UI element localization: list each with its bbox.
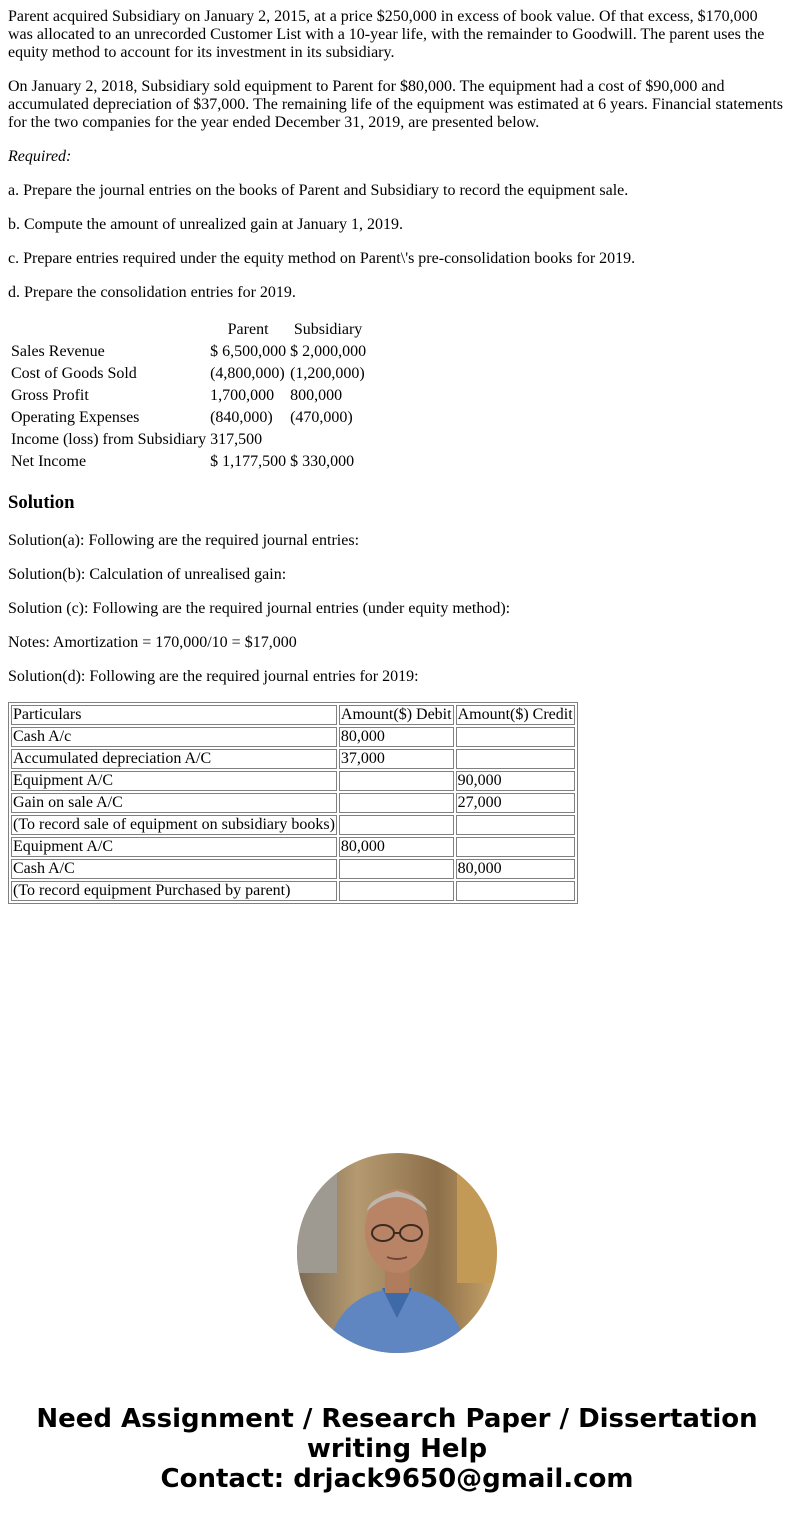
journal-row [11, 815, 575, 835]
financial-cell: (4,800,000) [210, 365, 285, 382]
journal-cell [456, 837, 575, 857]
journal-cell [339, 793, 454, 813]
author-photo [297, 1153, 497, 1353]
financial-row [10, 430, 367, 450]
financial-cell: $ 1,177,500 [210, 453, 287, 470]
journal-cell [456, 881, 575, 901]
journal-row [11, 837, 575, 857]
required-label: Required: [8, 148, 72, 165]
journal-cell: 80,000 [339, 837, 454, 857]
journal-header-cell: Amount($) Credit [457, 706, 573, 723]
journal-cell: Equipment A/C [11, 837, 337, 857]
financial-cell: (1,200,000) [290, 365, 365, 382]
financial-header-cell [10, 320, 207, 340]
financial-cell: 800,000 [290, 387, 343, 404]
journal-cell: 80,000 [456, 859, 575, 879]
journal-cell: (To record sale of equipment on subsidiary books) [13, 816, 335, 833]
journal-cell: 27,000 [456, 793, 575, 813]
question-a: a. Prepare the journal entries on the books of Parent and Subsidiary to record the equipment sale. [8, 182, 629, 199]
contact-banner [0, 1404, 794, 1494]
financial-cell: $ 6,500,000 [210, 343, 287, 360]
journal-cell: (To record equipment Purchased by parent) [11, 881, 337, 901]
financial-cell: 317,500 [210, 431, 263, 448]
banner-line-1: Need Assignment / Research Paper / Dissertation [36, 1404, 758, 1434]
financial-cell: (470,000) [290, 409, 353, 426]
portrait-illustration [297, 1153, 497, 1353]
amortization-note: Notes: Amortization = 170,000/10 = $17,000 [8, 634, 297, 651]
financial-row [10, 452, 367, 472]
journal-cell [456, 749, 575, 769]
financial-cell: Income (loss) from Subsidiary [11, 431, 207, 448]
banner-line-2: writing Help [306, 1434, 488, 1464]
financial-cell: Gross Profit [11, 387, 89, 404]
financial-row [10, 342, 367, 362]
journal-header-cell: Amount($) Debit [340, 706, 452, 723]
journal-row [11, 793, 575, 813]
question-b: b. Compute the amount of unrealized gain at January 1, 2019. [8, 216, 404, 233]
problem-paragraph-2: On January 2, 2018, Subsidiary sold equipment to Parent for $80,000. The equipment had a cost of $90,000 and accumulated depreciation of $37,000. The remaining life of the equipment was estimated at 6 years. Financial statements for the two companies for the year ended December 31, 2019, are presented below. [8, 78, 784, 131]
journal-row [11, 859, 575, 879]
financial-cell: Operating Expenses [11, 409, 140, 426]
journal-cell: Cash A/c [11, 727, 337, 747]
journal-cell [339, 881, 454, 901]
financial-statements-table [8, 318, 369, 474]
journal-row [11, 749, 575, 769]
journal-row [11, 727, 575, 747]
financial-header-cell: Subsidiary [293, 321, 363, 338]
journal-row [11, 771, 575, 791]
question-c: c. Prepare entries required under the equity method on Parent\'s pre-consolidation books for 2019. [8, 250, 636, 267]
journal-cell: 37,000 [339, 749, 454, 769]
financial-cell: (840,000) [210, 409, 273, 426]
journal-cell: 90,000 [456, 771, 575, 791]
financial-cell: $ 330,000 [290, 453, 355, 470]
journal-row [11, 881, 575, 901]
financial-cell: 1,700,000 [210, 387, 275, 404]
problem-paragraph-1: Parent acquired Subsidiary on January 2, 2015, at a price $250,000 in excess of book value. Of that excess, $170,000 was allocated to an unrecorded Customer List with a 10-year life, with the remainder to Goodwill. The parent uses the equity method to account for its investment in its subsidiary. [8, 8, 765, 61]
financial-header-cell: Parent [227, 321, 269, 338]
solution-heading: Solution [8, 492, 75, 513]
financial-cell: Sales Revenue [11, 343, 105, 360]
question-d: d. Prepare the consolidation entries for 2019. [8, 284, 296, 301]
solution-d: Solution(d): Following are the required journal entries for 2019: [8, 668, 419, 685]
journal-cell [339, 815, 454, 835]
journal-cell: 80,000 [339, 727, 454, 747]
financial-row [10, 386, 367, 406]
financial-cell: Net Income [11, 453, 87, 470]
journal-header-row [11, 705, 575, 725]
financial-row [10, 408, 367, 428]
financial-cell: $ 2,000,000 [290, 343, 367, 360]
financial-cell: Cost of Goods Sold [11, 365, 137, 382]
journal-cell [339, 859, 454, 879]
solution-b: Solution(b): Calculation of unrealised gain: [8, 566, 287, 583]
banner-contact-line: Contact: drjack9650@gmail.com [160, 1464, 634, 1494]
journal-cell [339, 771, 454, 791]
journal-cell [456, 815, 575, 835]
journal-cell: Cash A/C [11, 859, 337, 879]
journal-cell [456, 727, 575, 747]
financial-header-row [10, 320, 367, 340]
journal-cell: Gain on sale A/C [11, 793, 337, 813]
financial-cell [289, 430, 367, 450]
journal-header-cell: Particulars [11, 705, 337, 725]
financial-row [10, 364, 367, 384]
journal-cell: Accumulated depreciation A/C [11, 749, 337, 769]
solution-a: Solution(a): Following are the required journal entries: [8, 532, 360, 549]
solution-c: Solution (c): Following are the required journal entries (under equity method): [8, 600, 511, 617]
journal-entries-table [8, 702, 578, 904]
journal-cell: Equipment A/C [11, 771, 337, 791]
